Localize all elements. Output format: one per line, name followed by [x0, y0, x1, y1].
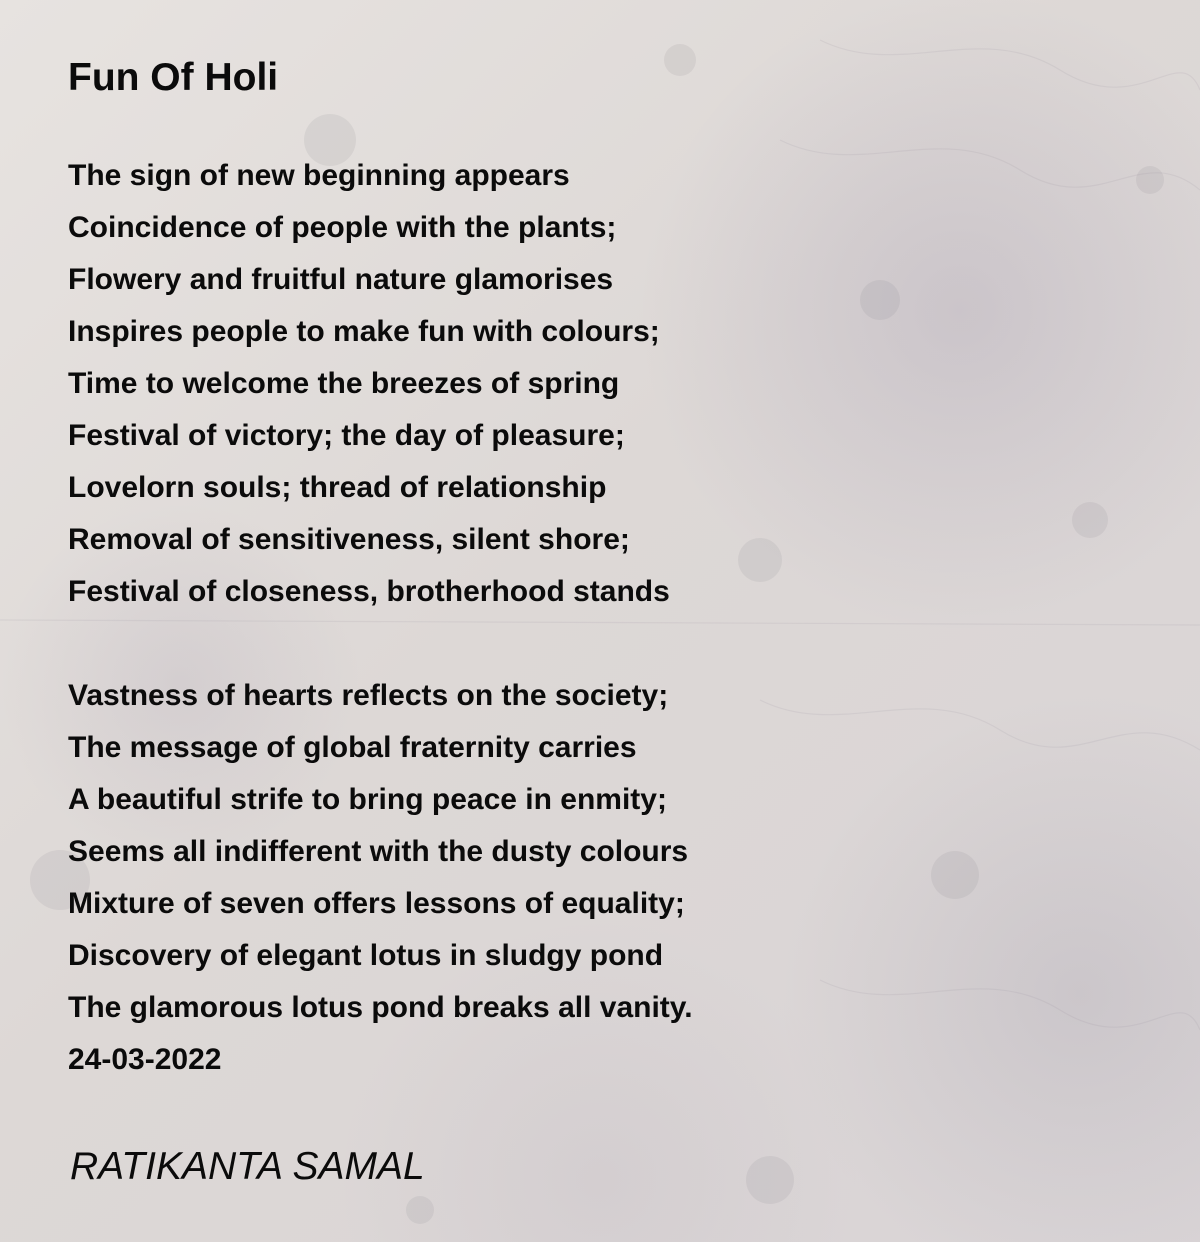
poem-date: 24-03-2022 [68, 1043, 222, 1076]
stanza-2 [68, 670, 693, 1086]
poem-line: Mixture of seven offers lessons of equality; [68, 887, 685, 920]
poem-line: The message of global fraternity carries [68, 731, 637, 764]
poem-line: Inspires people to make fun with colours; [68, 315, 660, 348]
poem-line: A beautiful strife to bring peace in enmity; [68, 783, 667, 816]
poem-line: The glamorous lotus pond breaks all vanity. [68, 991, 693, 1024]
poem-line: Festival of closeness, brotherhood stands [68, 575, 670, 608]
poem-line: Removal of sensitiveness, silent shore; [68, 523, 630, 556]
poem-line: Coincidence of people with the plants; [68, 211, 617, 244]
poem-line: Festival of victory; the day of pleasure; [68, 419, 625, 452]
poem-title: Fun Of Holi [68, 56, 279, 99]
poem-line: Lovelorn souls; thread of relationship [68, 471, 607, 504]
poem-line: Discovery of elegant lotus in sludgy pond [68, 939, 664, 972]
poem-line: The sign of new beginning appears [68, 159, 570, 192]
poem-line: Flowery and fruitful nature glamorises [68, 263, 614, 296]
poem-line: Time to welcome the breezes of spring [68, 367, 620, 400]
poem-line: Seems all indifferent with the dusty colours [68, 835, 689, 868]
poem-line: Vastness of hearts reflects on the society; [68, 679, 669, 712]
poem-author: RATIKANTA SAMAL [70, 1145, 425, 1188]
stanza-1 [68, 150, 670, 618]
